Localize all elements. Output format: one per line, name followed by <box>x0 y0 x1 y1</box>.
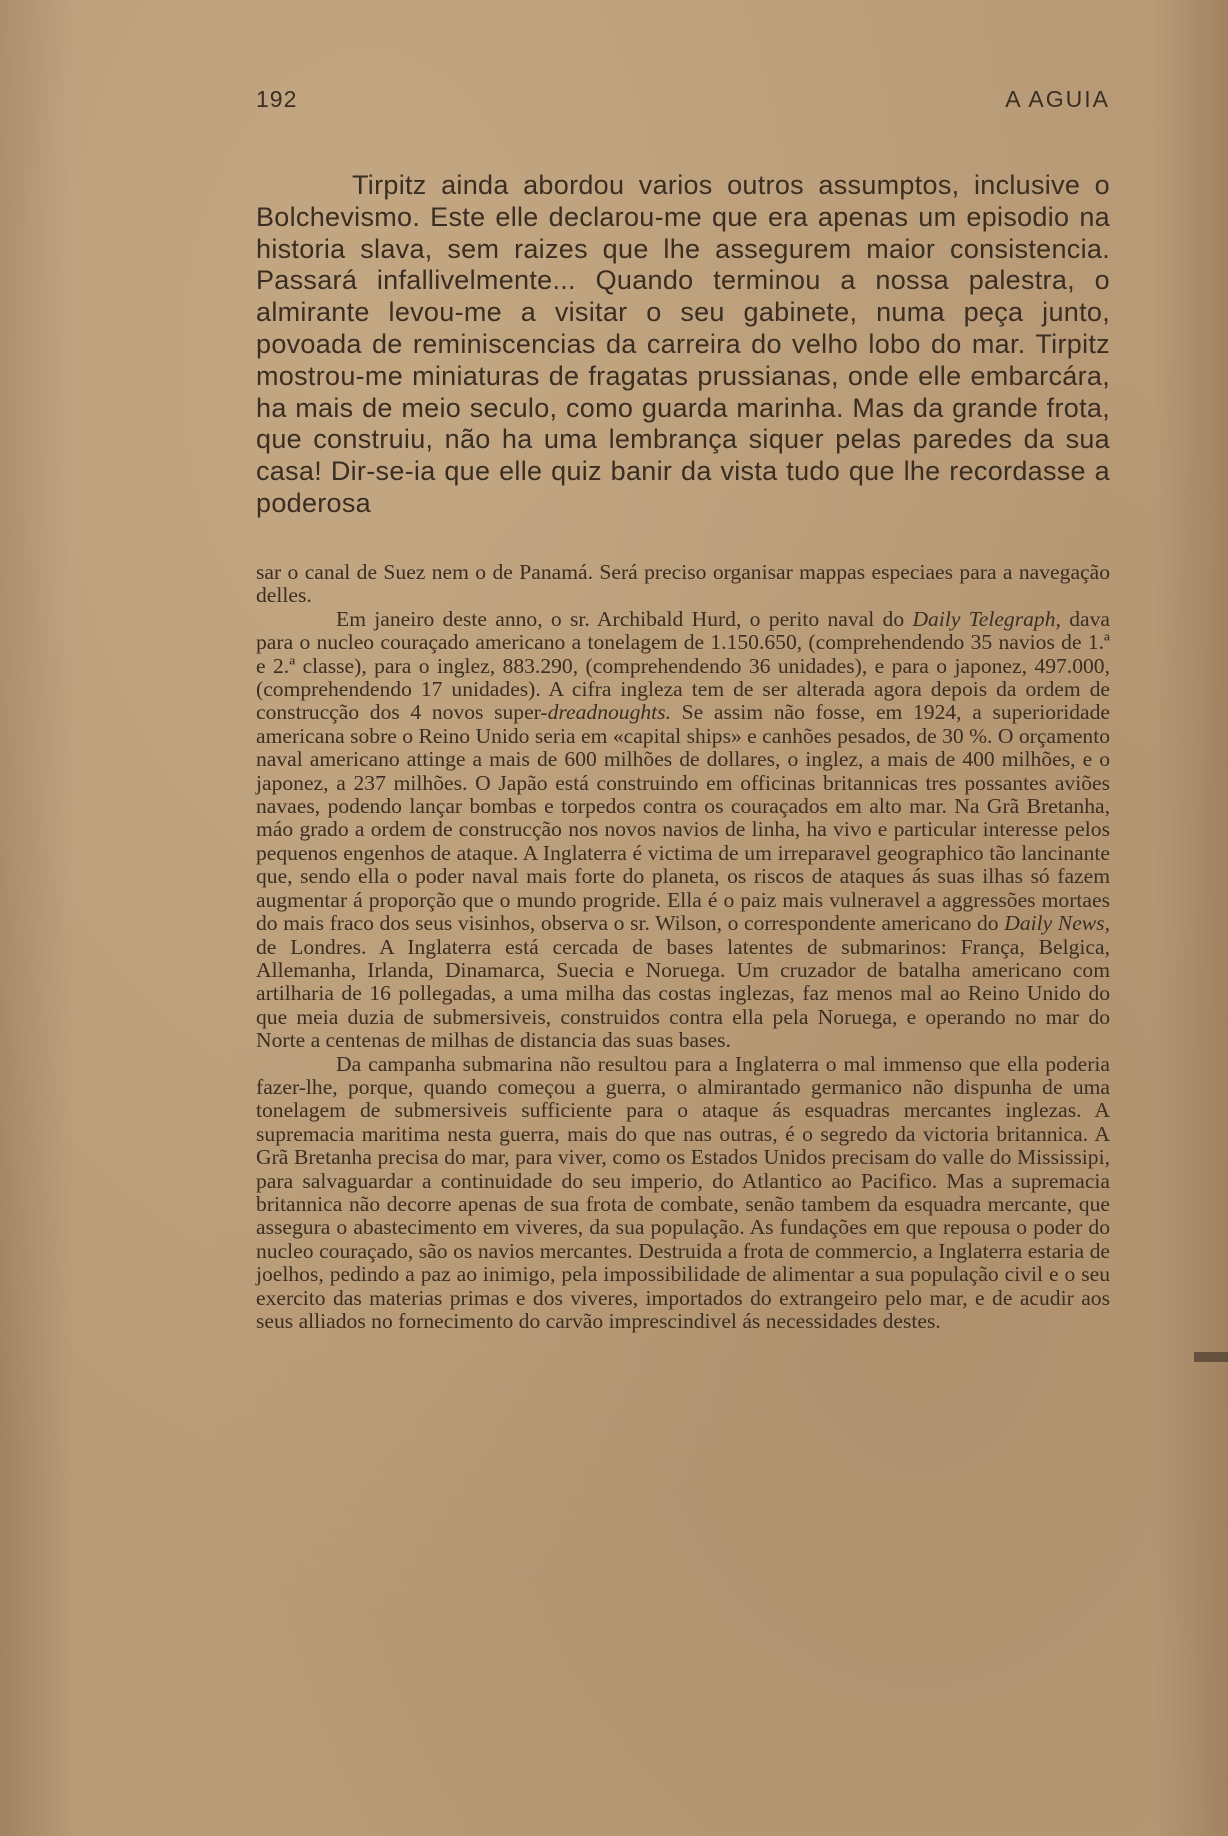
page-edge-mark <box>1194 1352 1228 1362</box>
paragraph-naval-tonnage <box>256 608 1110 1053</box>
paragraph-continuation: sar o canal de Suez nem o de Panamá. Será preciso organisar mappas especiaes para a navegação delles. <box>256 560 1110 608</box>
running-title: A AGUIA <box>1005 86 1110 112</box>
publication-title: Daily News, <box>1004 911 1110 936</box>
text-run: Em janeiro deste anno, o sr. Archibald Hurd, o perito naval do <box>336 606 913 631</box>
page-number: 192 <box>256 86 298 112</box>
publication-title: Daily Telegraph, <box>912 606 1061 631</box>
text-run: dava para o nucleo couraçado americano a tonelagem de 1.150.650, (comprehendendo 35 navios de 1.ª e 2.ª classe), para o inglez, 883.290, (comprehendendo 36 unidades), e para o japonez, 497.000, (comprehendendo 17 unidades). A cifra ingleza tem de ser alterada agora depois da ordem de construcção dos 4 novos super- <box>256 606 1110 725</box>
paragraph-tirpitz: Tirpitz ainda abordou varios outros assumptos, inclusive o Bolchevismo. Este elle declarou-me que era apenas um episodio na historia slava, sem raizes que lhe assegurem maior consistencia. Passará infallivelmente... Quando terminou a nossa palestra, o almirante levou-me a visitar o seu gabinete, numa peça junto, povoada de reminiscencias da carreira do velho lobo do mar. Tirpitz mostrou-me miniaturas de fragatas prussianas, onde elle embarcára, ha mais de meio seculo, como guarda marinha. Mas da grande frota, que construiu, não ha uma lembrança siquer pelas paredes da sua casa! Dir-se-ia que elle quiz banir da vista tudo que lhe recordasse a poderosa <box>256 170 1110 518</box>
paragraph-submarine-campaign: Da campanha submarina não resultou para a Inglaterra o mal immenso que ella poderia fazer-lhe, porque, quando começou a guerra, o almirantado germanico não dispunha de uma tonelagem de submersiveis sufficiente para o ataque ás esquadras mercantes inglezas. A supremacia maritima nesta guerra, mais do que nas outras, é o segredo da victoria britannica. A Grã Bretanha precisa do mar, para viver, como os Estados Unidos precisam do valle do Mississipi, para salvaguardar a continuidade do seu imperio, do Atlantico ao Pacifico. Mas a supremacia britannica não decorre apenas de sua frota de combate, senão tambem da esquadra mercante, que assegura o abastecimento em viveres, da sua população. As fundações em que repousa o poder do nucleo couraçado, são os navios mercantes. Destruida a frota de commercio, a Inglaterra estaria de joelhos, pedindo a paz ao inimigo, pela impossibilidade de alimentar a sua população civil e o seu exercito das materias primas e dos viveres, importados do extrangeiro pelo mar, e de acudir aos seus alliados no fornecimento do carvão imprescindivel ás necessidades destes. <box>256 1051 1110 1333</box>
body-column-small-type <box>256 561 1110 1333</box>
ship-class-term: dreadnoughts. <box>547 700 671 725</box>
text-run: de Londres. A Inglaterra está cercada de bases latentes de submarinos: França, Belgica, Allemanha, Irlanda, Dinamarca, Suecia e Noruega. Um cruzador de batalha americano com artilharia de 16 pollegadas, a uma milha das costas inglezas, faz menos mal ao Reino Unido do que meia duzia de submersiveis, construidos contra ella pela Noruega, e operando no mar do Norte a centenas de milhas de distancia das suas bases. <box>256 934 1110 1053</box>
text-run: Se assim não fosse, em 1924, a superioridade americana sobre o Reino Unido seria em «capital ships» e canhões pesados, de 30 %. O orçamento naval americano attinge a mais de 600 milhões de dollares, o inglez, a mais de 400 milhões, e o japonez, a 237 milhões. O Japão está construindo em officinas britannicas tres possantes aviões navaes, podendo lançar bombas e torpedos contra os couraçados em alto mar. Na Grã Bretanha, máo grado a ordem de construcção nos novos navios de linha, ha vivo e particular interesse pelos pequenos engenhos de ataque. A Inglaterra é victima de um irreparavel geographico tão lancinante que, sendo ella o poder naval mais forte do planeta, os riscos de ataques ás suas ilhas só fazem augmentar á proporção que o mundo progride. Ella é o paiz mais vulneravel a aggressões mortaes do mais fraco dos seus visinhos, observa o sr. Wilson, o correspondente americano do <box>256 700 1110 936</box>
